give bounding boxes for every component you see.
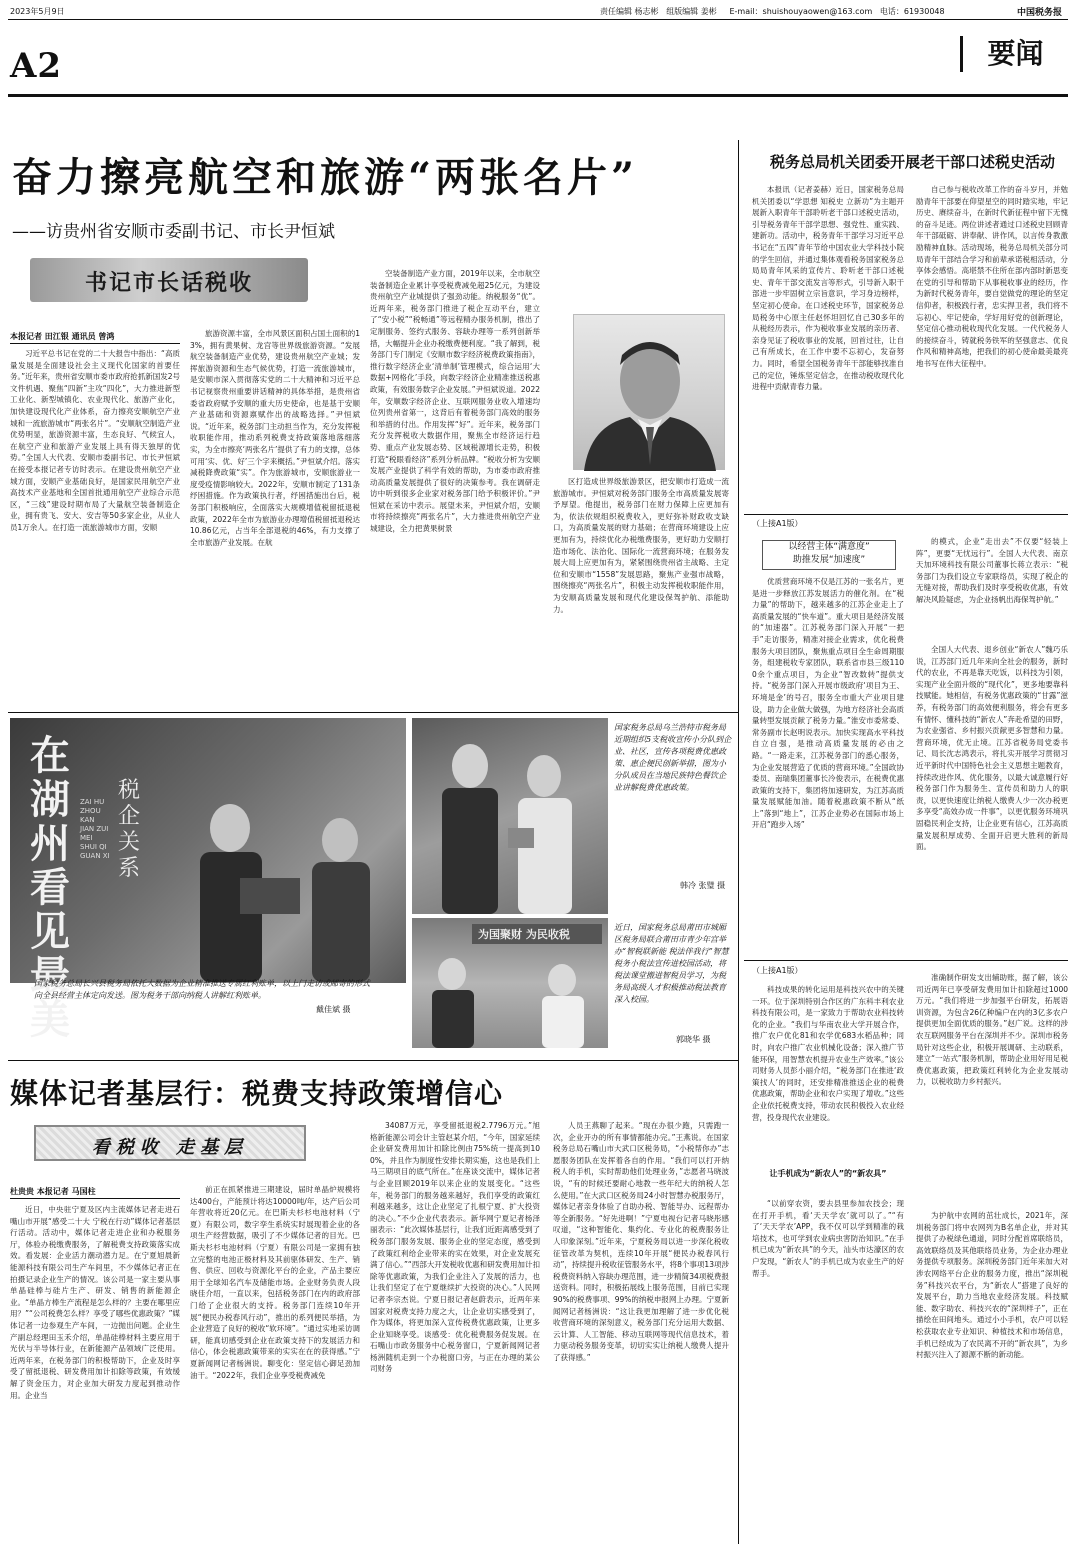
right-article3-col1b-text: “以前穿农资，要去县里参加农技会；现在打开手机，看‘天天学农’就可以了。”“有了‘天天学农’APP，我不仅可以学到精准的栽培技术，也可学到农业病虫害防治知识。”在手机已成为“新农具”的今天，汕头市达濠区的农户发现，“新农人”的手机已成为农业生产的好帮手。	[752, 1199, 904, 1278]
article2-column-1	[10, 1204, 180, 1544]
photo-wulanhaote	[412, 718, 608, 914]
article1-col1-text: 习近平总书记在党的二十大报告中指出：“高质量发展是全面建设社会主义现代化国家的首要任务。”近年来，贵州省安顺市委市政府抢抓新国发2号文件机遇、聚焦“四新”主攻“四化”，大力推进新型工业化、新型城镇化、农业现代化、旅游产业化，加快建设现代化产业体系，奋力擦亮安顺航空产业城和一流旅游城市“两张名片”。“安顺航空制造产业优势明显，旅游资源丰富，生态良好、气候宜人，在航空产业和旅游产业发展上具有得天独厚的优势。”全国人大代表、安顺市委副书记、市长尹恒斌在接受本报记者专访时表示。在建设贵州航空产业城方面，安顺产业基础良好，是国家民用航空产业高技术产业基地和全国首批通用航空产业综合示范区，“三线”建设时期布局了大量航空装备制造企业，拥有贵飞、安大、安吉等50多家企业，从业人员1万余人。在打造一流旅游城市方面，安顺	[10, 349, 180, 532]
header-rule	[8, 19, 1068, 20]
article1-col2-text: 旅游资源丰富，全市风景区面积占国土面积的13%，拥有黄果树、龙宫等世界级旅游资源。“发展航空装备制造产业优势，建设贵州航空产业城；发挥旅游资源和生态气候优势，打造一流旅游城市，是安顺市深入贯彻落实党的二十大精神和习近平总书记视察贵州重要讲话精神的具体举措，是贵州省委省政府赋予安顺的重大历史使命，也是基于安顺产业基础和资源禀赋作出的战略选择。”尹恒斌说。“近年来，税务部门主动担当作为，充分发挥税收职能作用，推动系列税费支持政策落地落细落实，为全市擦亮‘两张名片’提供了有力的支撑，总体可用‘实、优、好’三个字来概括。”尹恒斌介绍。落实减税降费政策“实”。作为旅游城市，安顺旅游业一度受疫情影响较大。2022年，安顺市制定了131条纾困措施。作为政策执行者，纾困措施出台后，税务部门积极响应，全面落实大规模增值税留抵退税政策，2022年全市为旅游业办理增值税留抵退税达10.86亿元，占当年全部退税的46%，有力支撑了全市旅游产业发展。在航	[190, 329, 360, 547]
right-article2-col1-top-text: 的模式，企业“走出去”不仅要“轻装上阵”，更要“无忧远行”。全国人大代表、南京天加环境科技有限公司董事长蒋立表示：“税务部门为我们设立专家联络员，实现了税企的无缝对接，帮助我们及时享受税收优惠，有效解决风险疑虑，为企业扬帆出海保驾护航。”	[916, 537, 1068, 604]
header-date: 2023年5月9日	[10, 7, 65, 16]
article1-column-2	[190, 328, 360, 694]
right-article2-column-1-top	[916, 536, 1068, 640]
right-article3-column-3	[916, 1210, 1068, 1544]
article1-byline: 本报记者 田江银 通讯员 曾鸿	[10, 332, 115, 341]
photo3-caption: 近日，国家税务总局莆田市城厢区税务局联合莆田市青少年宫举办“智税联新能 税法伴我行”智慧税务小税法宣传进校园活动，将税法课堂搬进智税员学习，为税务局高级人才积极推动税法教育深入校园。	[614, 923, 729, 1004]
article2-column-3	[370, 1120, 540, 1544]
header-phone: 电话：61930048	[879, 7, 945, 16]
right-divider-2	[744, 960, 1068, 961]
photo1-sign-main: 在湖州看见最美	[30, 732, 70, 1043]
right-article3-column-1b	[752, 1198, 904, 1544]
portrait-illustration	[574, 315, 726, 471]
photo3-people	[412, 944, 608, 1048]
right-article3-subhead: 让手机成为“新农人”的“新农具”	[769, 1169, 887, 1178]
right-article2-col3-top-text: 全国人大代表、退乡创业“新农人”魏巧乐说，江苏部门近几年来向全社会的服务，新时代的农业，不再是靠天吃饭，以科技为引领，实现产业全面升级的“现代化”，更多地要靠科技赋能。她相信，有税务优惠政策的“甘露”滋养，有税务部门的高效便利服务，将会有更多有情怀、懂科技的“新农人”奔赴希望的田野，为农业强省、乡村振兴贡献更多智慧和力量。营商环境，优无止境。江苏省税务局党委书记、局长沈志鸿表示，将扎实开展学习贯彻习近平新时代中国特色社会主义思想主题教育，持续改进作风、优化服务，以最大诚意履行好税务部门作为服务生、宣传员和助力人的职责，以更快速度让纳税人缴费人少一次办税更多享受“高效办成一件事”，以更优服务环境巩固稳民利企支持，让企业更有信心，江苏高质量发展积厚成势、全面开启更大胜利的新局面。	[916, 645, 1068, 852]
article2-col1-text: 近日，中央驻宁夏及区内主流媒体记者走进石嘴山市开展“感受二十大 宁税在行动”媒体记者基层行活动。活动中，媒体记者走进企业和办税服务厅，体验办税缴费服务，了解税费支持政策落实成效。看发展：企业活力潮动潜力足。在宁夏旭晨新能源科技有限公司生产车间里，不少媒体记者正在拍摄记录企业生产的情况。该公司是一家主要从事单晶硅棒与硅片生产、研发、销售的新能源企业。“单晶方棒生产流程是怎么样的？主要在哪里应用？”“公司税费怎么样？享受了哪些优惠政策？”媒体记者一边参观生产车间，一边抛出问题。企业生产副总经理田玉禾介绍，单晶硅棒材料主要应用于光伏与半导体行业，在新能源产品领域广泛使用。近两年来，在税务部门的积极帮助下，企业及时享受了留抵退税、研发费用加计扣除等政策，有效缓解了资金压力，对企业加大研发力度起到推动作用。企业当	[10, 1205, 180, 1400]
right-article3-col1-text: 科技成果的转化运用是科技兴农中的关键一环。位于深圳特别合作区的广东科丰利农业科技有限公司，是一家致力于帮助农业科技转化的企业。“我们与华南农业大学开展合作，推广农户优化81和农学优683水稻品种；同时，向农户推广农业机械化设备；深入推广节能环保，用智慧农机提升农业生产效率。”该公司财务人员彭小丽介绍，“税务部门在推进‘政策找人’的同时，还安排精准推送企业的税费优惠政策，帮助企业和农户实现了增收。”这些企业依托税费支持，带动农民积极投入农业经营，投身现代农业建设。	[752, 985, 904, 1122]
photo1-credit: 戴佳斌 摄	[316, 1005, 351, 1014]
article2-col4-text: 人员王燕聊了起来。“现在办很少跑，只需跑一次，企业开办的所有事情都能办完。”王燕说。在国家税务总局石嘴山市大武口区税务局，“小税帮你办”志愿服务团队在发挥着各自的作用。“我们可以打开纳税人的手机，实时帮助他们处理业务，”志愿者马晓波说，“有的时候还要耐心地教一些年纪大的纳税人怎么使用。”在大武口区税务局24小时智慧办税服务厅，媒体记者亲身体验了自助办税、智能导办、远程帮办等全新服务。“好先进啊！”宁夏电视台记者马晓彤感叹道，“这种智能化、集约化、专业化的税费服务让人印象深刻。”近年来，宁夏税务局以进一步深化税收征管改革为契机，连续10年开展“便民办税春风行动”，持续提升税收征管服务水平，将8个事项13项涉税费资料纳入容缺办理范围，进一步精简34项税费报送资料。同时，积极拓展线上服务范围，目前已实现90%的税费事项、99%的纳税申报网上办理。宁夏新闻网记者杨洲说：“这让我更加理解了进一步优化税收营商环境的深刻意义，税务部门充分运用大数据、云计算、人工智能、移动互联网等现代信息技术，着力驱动税务服务变革，切切实实让纳税人缴费人提升了获得感。”	[553, 1121, 729, 1362]
article2-column-2	[190, 1184, 360, 1544]
article2-col2-text: 前正在抓紧推进三期建设，届时单晶炉规模将达400台，产能预计将达10000吨/年，达产后公司年营收将近20亿元。在巴斯夫杉杉电池材料（宁夏）有限公司，数字孪生系统实时展现着企业的各项生产经营数据，吸引了不少媒体记者的目光。巴斯夫杉杉电池材料（宁夏）有限公司是一家拥有独立完整的电池正极材料及其前驱体研发、生产、销售、供应、回收与资源化平台的企业，产品主要应用于全球知名汽车及储能市场。企业财务负责人段晓佳介绍，一直以来，包括税务部门在内的政府部门给了企业很大的支持。税务部门连续10年开展“便民办税春风行动”，推出的系列便民举措，为企业营造了良好的税收“软环境”。“通过实地采访调研，能真切感受到企业在政策支持下的发展活力和信心，体会税惠政策带来的实实在在的获得感。”宁夏新闻网记者杨洲说。聊变化：坚定信心御足劲加油干。“2022年，我们企业享受税费减免	[190, 1185, 360, 1380]
right-article2-headline-line1: 以经营主体“满意度”	[788, 542, 870, 552]
photo2-credit: 韩冷 张璧 摄	[680, 881, 726, 890]
column-divider-vertical	[738, 140, 739, 1544]
portrait-photo	[573, 314, 725, 470]
right-article1-col2-text: 自己参与税收改革工作的奋斗岁月，并勉励青年干部要在仰望星空的同时踏实地，牢记历史、赓续奋斗，在新时代新征程中留下无愧的奋斗足迹。两位讲述者通过口述税史回顾青年干部砥砺、讲奉献、讲作风，以言传身教激励精神血脉。活动现场，税务总局机关部分司局青年干部结合学习和前辈承诺税相活动，分享体会感悟。高堪禁不住所在部内部时新思变在党的引导和帮助下从事税收事业的经历，作为新时代税务青年，要自觉做党的理论的坚定信仰者，积极践行者，忠实捍卫者，我们将不忘初心、牢记使命，学好用好党的创新理论，坚定信心推动税收现代化发展。一代代税务人的接续奋斗，铸就税务铁军的坚强意志、优良作风和精神高地，把我们的初心使命最美最亮地书写在伟大征程中。	[916, 185, 1068, 368]
photo1-sign-pinyin: ZAI HU ZHOU KAN JIAN ZUI MEI SHUI QI GUAN XI	[80, 798, 110, 860]
article1-col4-text: 区打造成世界级旅游景区，把安顺市打造成一流旅游城市。尹恒斌对税务部门服务全市高质量发展寄予厚望。他提出，税务部门在财力保障上应更加有为，依法依规组织税费收入，更好弥补财政收支缺口，为高质量发展的财力基础；在营商环境建设上应更加有为，持续优化办税缴费服务，更好助力安顺打造市场化、法治化、国际化一流营商环境；在服务发展大局上应更加有为，紧紧围绕贵州省主战略、主定位和安顺市“1558”发展思路，聚焦产业强市战略，围绕擦亮“两张名片”，积极主动发挥税收职能作用，为安顺高质量发展和现代化建设保驾护航、添能助力。	[553, 477, 729, 614]
column-banner-grassroots	[34, 1125, 306, 1161]
column-banner2-text: 看税收 走基层	[91, 1137, 249, 1158]
article2-title: 媒体记者基层行：税费支持政策增信心	[10, 1077, 504, 1110]
byline2-rule	[10, 1198, 180, 1199]
header-paper-name: 中国税务报	[1016, 8, 1062, 18]
photo3-credit: 郭晓华 摄	[676, 1035, 711, 1044]
header-email: E-mail：shuishouyaowen@163.com	[729, 7, 873, 16]
photo2-people	[412, 718, 608, 914]
article1-col3-text: 空装备制造产业方面，2019年以来，全市航空装备制造企业累计享受税费减免超25亿元，为建设贵州航空产业城提供了强劲动能。纳税服务“优”。近两年来，税务部门推进了税企互动平台，建立了“安小税”“税畅通”等远程精办服务机制，推出了定制服务、签约式服务、容缺办理等一系列创新举措，大幅提升企业办税缴费便利度。“我了解到，税务部门专门制定《安顺市数字经济税费政策指南》，推行数字经济企业‘清单制’管理模式，综合运用‘大数据+网格化’手段，向数字经济企业精准推送税惠政策，有效服务数字企业发展。”尹恒斌说道。2022年，安顺数字经济企业、互联网服务业收入增速均位列贵州省第一，这背后有着税务部门高效的服务和举措的付出。作用发挥“好”。近年来，税务部门充分发挥税收大数据作用，聚焦全市经济运行趋势、重点产业发展态势、区域税源增长走势，积极打造“税眼看经济”系列分析品牌。“税收分析为安顺发展产业提供了科学有效的帮助，为市委市政府推动高质量发展提供了很好的决策参考。我在调研走访中听到很多企业家对税务部门给予积极评价。”尹恒斌在采访中表示。展望未来，尹恒斌介绍，安顺市将持续擦亮“两张名片”，大力推进贵州航空产业城建设，全力把黄果树景	[370, 269, 540, 534]
article1-column-1	[10, 348, 180, 694]
right-article2-headline-box	[762, 540, 896, 570]
section-name: 要闻	[960, 36, 1068, 72]
photo1-sign-sub: 税企关系	[118, 778, 141, 881]
article1-column-4	[553, 476, 729, 694]
header-designer: 组版编辑 姜彬	[666, 7, 717, 16]
photo1-people	[160, 758, 400, 983]
article2-column-4	[553, 1120, 729, 1544]
column-banner-mayor	[30, 258, 308, 302]
article1-subtitle: ——访贵州省安顺市委副书记、市长尹恒斌	[12, 222, 335, 242]
photo-putian	[412, 918, 608, 1048]
right-article3-col2-text: 准确制作研发支出辅助账，据了解，该公司近两年已享受研发费用加计扣除超过1000万元。“我们将进一步加强平台研发，拓展语训资源，为包含26亿种编户在内的3亿多农户提供更加全面优质的服务。”赵广说。这样的涉农互联网服务平台在深圳并不少。深圳市税务局针对这些企业，积极开展调研、主动联系，建立“一站式”服务机制，帮助企业用好用足税费优惠政策，把政策红利转化为企业发展动力，以税收助力乡村振兴。	[916, 973, 1068, 1087]
right-article2-col2-top-text: 优质营商环境不仅是江苏的一张名片，更是进一步释放江苏发展活力的催化剂。在“税力量”的帮助下，越来越多的江苏企业走上了高质量发展的“快车道”。重大项目是经济发展的“加速器”。江苏税务部门深入开展“一把手”走访服务，精准对接企业需求，优化税费服务大项目团队，聚焦重点项目全生命周期服务，组建税收专家团队，联系省市县三级1100余个重点项目，为企业“智改数转”提供支持。“税务部门深入开展市级政府‘项目为王、环境是金’的号召，服务全市重大产业项目建设，助力企业做大做强，为地方经济社会高质量转型发展贡献了税务力量。”淮安市委常委、常务副市长赵明说表示。加快实现高水平科技自立自强，是推动高质量发展的必由之路。“一路走来，江苏税务部门的悉心服务，为企业发展营造了优质的营商环境。”全国政协委员、南瑞集团董事长冷俊表示，在税费优惠政策的支持下，集团将加速研发，为江苏高质量发展赋能加油。随着税惠政策不断从“纸上”落到“地上”，江苏企业势必在国际市场上开启“跑步入场”	[752, 577, 904, 830]
right-article3-column-2	[916, 972, 1068, 1204]
photo2-caption: 国家税务总局乌兰浩特市税务局近期组织5支税收宣传小分队到企业、社区，宣传各项税费优惠政策、惠企便民创新举措，图为小分队成员在当地民族特色餐饮企业讲解税费优惠政策。	[614, 723, 732, 792]
right-article2-column-2-top	[752, 576, 904, 958]
column-banner-text: 书记市长话税收	[84, 270, 253, 296]
right-article1-col1-text: 本报讯（记者姜赫）近日，国家税务总局机关团委以“学思想 知税史 立新功”为主题开展新入职青年干部聆听老干部口述税史活动，引导税务青年干部学思想、强党性、重实践、建新功。活动中，税务青年干部学习习近平总书记在“五四”青年节给中国农业大学科技小院的学生回信，并通过集体观看税务国家税务总局局青年风采的宣传片、聆听老干部口述税史、青年干部交流发言等形式，引导新入职干部进一步牢固树立宗旨意识，学习身边榜样，坚定初心使命。在口述税史环节，国家税务总局税务中心原主任赵怀坦回忆自己30多年的从税经历表示，作为税收事业发展的亲历者、亲身见证了税收事业的发展，回首过往，让自己有所成长，在工作中要不忘初心，发奋努力。同时，希望全国税务青年干部能够找准自己的定位，锤炼坚定信念，在推动税收现代化进程中贡献青春力量。	[752, 185, 904, 392]
header-credits	[600, 6, 945, 17]
article2-col3-text: 34087万元，享受留抵退税2.7796万元。”旭格新能源公司会计主管赵某介绍，“今年，国家延续企业研发费用加计扣除比例由75%统一提高到100%，并且作为制度性安排长期实施，这也是我们上马三期项目的底气所在。”在座谈交流中，媒体记者与企业回顾2019年以来企业的发展变化。“这些年，税务部门的服务越来越好，我们享受的政策红利越来越多，这让企业坚定了扎根宁夏、扩大投资的决心。”不少企业代表表示。新华网宁夏记者杨泽丽表示：“此次媒体基层行，让我们近距离感受到了税务部门服务发展、服务企业的坚定态度，感受到了政策红利给企业带来的实在效果，对企业发展充满了信心。”“西部大开发税收优惠和研发费用加计扣除等优惠政策，为我们企业注入了发展的活力，也让我们坚定了在宁夏继续扩大投资的决心。”人民网记者李宗杰说。宁夏日报记者赵蔚表示，近两年来国家对税费支持力度之大，让企业切实感受到了，作为媒体，将更加深入宣传税费优惠政策，让更多企业知晓享受。谈感受：优化税费服务促发展。在石嘴山市政务服务中心税务窗口，宁夏新闻网记者杨洲随机走到一个办税窗口旁，与正在办理的某公司财务	[370, 1121, 540, 1374]
continued-label-1: （上接A1版）	[752, 519, 803, 528]
header-editor: 责任编辑 杨志彬	[600, 7, 659, 16]
article1-title: 奋力擦亮航空和旅游“两张名片”	[12, 154, 639, 201]
photo1-caption: 国家税务总局长兴县税务局依托大数据为企业精准推送专属红利账单，以上门走访或邮寄的形式向全县经营主体定向发送。图为税务干部向纳税人讲解红利账单。	[34, 979, 370, 1000]
article2-byline: 杜贵贵 本报记者 马国柱	[10, 1187, 96, 1196]
right-article1-column-1	[752, 184, 904, 512]
right-divider-1	[744, 514, 1068, 515]
right-article1-column-2	[916, 184, 1068, 512]
right-article1-title: 税务总局机关团委开展老干部口述税史活动	[770, 153, 1056, 171]
section-divider	[8, 712, 738, 713]
photo3-banner: 为国聚财 为民收税	[472, 924, 602, 944]
byline-rule	[10, 343, 180, 344]
continued-label-2: （上接A1版）	[752, 966, 803, 975]
masthead-rule	[8, 94, 1068, 97]
right-article3-col3-text: 为护航中农网的茁壮成长，2021年，深圳税务部门将中农网列为B名单企业，并对其提供了办税绿色通道，同时分配首席联络员，高效联络员及其他联络员业务，为企业办理业务提供专项服务。深圳税务部门近年来加大对涉农网络平台企业的服务力度，推出“深圳税务”科技兴农平台，为“新农人”搭建了良好的发展平台，助力当地农业经济发展。科技赋能、数字助农、科技兴农的“深圳样子”，正在描绘在田间地头。通过小小手机，农户可以轻松获取农业专业知识、种植技术和市场信息，手机已经成为了农民离不开的“新农具”，为乡村振兴注入了源源不断的新动能。	[916, 1211, 1068, 1360]
page-number: A2	[10, 46, 63, 86]
article1-column-3	[370, 268, 540, 694]
right-article3-column-1	[752, 984, 904, 1164]
right-article2-column-3-top	[916, 644, 1068, 958]
section-divider-2	[8, 1060, 738, 1061]
right-article2-headline-line2: 助推发展“加速度”	[792, 555, 866, 565]
